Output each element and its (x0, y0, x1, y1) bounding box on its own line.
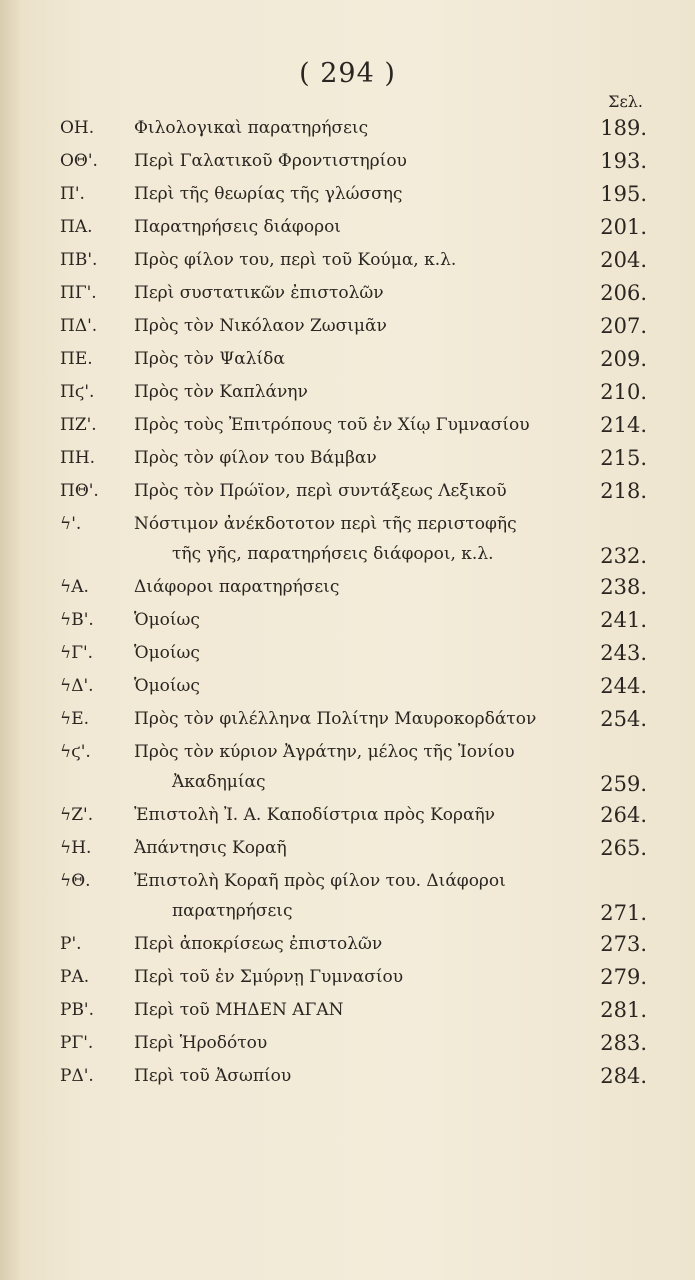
toc-entry (0, 928, 695, 961)
toc-entry (0, 994, 695, 1027)
toc-entry (0, 409, 695, 442)
entry-title-line: Περὶ τῆς θεωρίας τῆς γλώσσης (134, 184, 403, 204)
entry-number: ΡΓ'. (60, 1033, 94, 1053)
entry-title (134, 250, 589, 270)
entry-page: 193. (600, 149, 647, 173)
entry-title-line: Περὶ συστατικῶν ἐπιστολῶν (134, 283, 384, 303)
entry-page: 279. (600, 965, 647, 989)
entry-title-continuation: τῆς γῆς, παρατηρήσεις διάφοροι, κ.λ. (172, 544, 494, 564)
entry-page: 265. (600, 836, 647, 860)
entry-page: 218. (600, 479, 647, 503)
entry-title-line: Ὁμοίως (134, 643, 200, 663)
entry-title-line: Φιλολογικαὶ παρατηρήσεις (134, 118, 369, 138)
entry-page: 264. (600, 803, 647, 827)
entry-page: 189. (600, 116, 647, 140)
toc-entry (0, 508, 695, 571)
entry-title (134, 481, 589, 501)
entry-title-line: Πρὸς τὸν Νικόλαον Ζωσιμᾶν (134, 316, 387, 336)
entry-page: 215. (600, 446, 647, 470)
entry-title (134, 514, 589, 564)
entry-title (134, 676, 589, 696)
entry-title-line: Περὶ τοῦ Ἀσωπίου (134, 1066, 292, 1086)
entry-page: 209. (600, 347, 647, 371)
entry-title (134, 838, 589, 858)
entry-title-line: Ὁμοίως (134, 676, 200, 696)
entry-number: Ρ'. (60, 934, 82, 954)
entry-title-line: Πρὸς φίλον του, περὶ τοῦ Κούμα, κ.λ. (134, 250, 457, 270)
entry-title (134, 709, 589, 729)
entry-title (134, 448, 589, 468)
entry-number: ΠΕ. (60, 349, 93, 369)
toc-entry (0, 1060, 695, 1093)
entry-number: Πϛ'. (60, 382, 95, 402)
entry-number: ϟΓ'. (60, 643, 94, 663)
entry-title (134, 118, 589, 138)
toc-entry (0, 442, 695, 475)
entry-number: ΟΗ. (60, 118, 95, 138)
entry-number: Π'. (60, 184, 85, 204)
entry-title (134, 217, 589, 237)
entry-title-continuation: Ἀκαδημίας (172, 772, 266, 792)
toc-entry (0, 1027, 695, 1060)
entry-title-continuation: παρατηρήσεις (172, 901, 293, 921)
toc-entry (0, 376, 695, 409)
toc-entry (0, 112, 695, 145)
entry-number: ΡΒ'. (60, 1000, 95, 1020)
entry-page: 204. (600, 248, 647, 272)
entry-number: ΠΒ'. (60, 250, 98, 270)
entry-page: 232. (600, 544, 647, 568)
entry-title-line: Παρατηρήσεις διάφοροι (134, 217, 341, 237)
entry-page: 241. (600, 608, 647, 632)
toc-entry (0, 637, 695, 670)
entry-page: 195. (600, 182, 647, 206)
toc-entry (0, 244, 695, 277)
entry-title (134, 1033, 589, 1053)
entry-page: 201. (600, 215, 647, 239)
toc-entry (0, 277, 695, 310)
entry-title-line: Ἐπιστολὴ Ἰ. Α. Καποδίστρια πρὸς Κοραῆν (134, 805, 495, 825)
toc-entry (0, 475, 695, 508)
entry-title (134, 577, 589, 597)
entry-title-line: Διάφοροι παρατηρήσεις (134, 577, 340, 597)
entry-number: ΡΑ. (60, 967, 90, 987)
entry-number: ΠΘ'. (60, 481, 99, 501)
entry-title-line: Πρὸς τὸν κύριον Ἀγράτην, μέλος τῆς Ἰονίου (134, 742, 515, 762)
toc-entry (0, 703, 695, 736)
entry-title (134, 643, 589, 663)
entry-page: 281. (600, 998, 647, 1022)
toc-entry (0, 178, 695, 211)
entry-number: ϟ'. (60, 514, 82, 534)
entry-title (134, 349, 589, 369)
entry-title-line: Πρὸς τὸν φίλον του Βάμβαν (134, 448, 377, 468)
entry-number: ΠΑ. (60, 217, 93, 237)
toc-entry (0, 670, 695, 703)
entry-number: ϟΖ'. (60, 805, 94, 825)
toc-entry (0, 865, 695, 928)
toc-entry (0, 310, 695, 343)
entry-title-line: Πρὸς τὸν Πρώϊον, περὶ συντάξεως Λεξικοῦ (134, 481, 507, 501)
entry-number: ΠΖ'. (60, 415, 97, 435)
page-number: ( 294 ) (299, 58, 396, 89)
entry-page: 243. (600, 641, 647, 665)
entry-title (134, 316, 589, 336)
entry-page: 284. (600, 1064, 647, 1088)
entry-title-line: Περὶ Ἡροδότου (134, 1033, 268, 1053)
entry-title-line: Πρὸς τὸν φιλέλληνα Πολίτην Μαυροκορδάτον (134, 709, 537, 729)
entry-title-line: Περὶ τοῦ ἐν Σμύρνῃ Γυμνασίου (134, 967, 404, 987)
entry-title (134, 805, 589, 825)
entry-title-line: Πρὸς τὸν Ψαλίδα (134, 349, 285, 369)
entry-number: ΟΘ'. (60, 151, 98, 171)
toc-entry (0, 211, 695, 244)
entry-title (134, 1000, 589, 1020)
entry-number: ϟΔ'. (60, 676, 94, 696)
entry-title (134, 742, 589, 792)
entry-page: 206. (600, 281, 647, 305)
entry-title (134, 934, 589, 954)
entry-title-line: Ἐπιστολὴ Κοραῆ πρὸς φίλον του. Διάφοροι (134, 871, 506, 891)
entry-title-line: Πρὸς τὸν Καπλάνην (134, 382, 308, 402)
entry-number: ϟΘ. (60, 871, 91, 891)
entry-page: 273. (600, 932, 647, 956)
entry-number: ϟΑ. (60, 577, 89, 597)
entry-number: ϟϛ'. (60, 742, 91, 762)
entry-number: ϟΒ'. (60, 610, 94, 630)
entry-title (134, 283, 589, 303)
entry-title-line: Περὶ ἀποκρίσεως ἐπιστολῶν (134, 934, 383, 954)
toc-entry (0, 961, 695, 994)
entry-page: 207. (600, 314, 647, 338)
entry-title (134, 151, 589, 171)
entry-page: 244. (600, 674, 647, 698)
toc-entry (0, 343, 695, 376)
entry-title-line: Περὶ Γαλατικοῦ Φροντιστηρίου (134, 151, 407, 171)
toc-entry (0, 571, 695, 604)
entry-number: ΠΔ'. (60, 316, 98, 336)
toc-entry (0, 736, 695, 799)
entry-page: 210. (600, 380, 647, 404)
toc-entry (0, 832, 695, 865)
toc-entry (0, 145, 695, 178)
entry-title (134, 967, 589, 987)
entry-page: 214. (600, 413, 647, 437)
entry-title (134, 871, 589, 921)
entry-title (134, 610, 589, 630)
entry-number: ϟΕ. (60, 709, 90, 729)
entry-title-line: Πρὸς τοὺς Ἐπιτρόπους τοῦ ἐν Χίῳ Γυμνασίου (134, 415, 530, 435)
page-column-heading: Σελ. (608, 92, 643, 111)
entry-title (134, 382, 589, 402)
entry-title (134, 1066, 589, 1086)
entry-number: ΡΔ'. (60, 1066, 94, 1086)
entry-number: ϟΗ. (60, 838, 92, 858)
entry-page: 283. (600, 1031, 647, 1055)
entry-title-line: Ἀπάντησις Κοραῆ (134, 838, 287, 858)
toc-entry (0, 604, 695, 637)
toc-entry (0, 799, 695, 832)
entry-number: ΠΓ'. (60, 283, 97, 303)
entry-title-line: Περὶ τοῦ ΜΗΔΕΝ ΑΓΑΝ (134, 1000, 344, 1020)
entry-title-line: Ὁμοίως (134, 610, 200, 630)
table-of-contents (0, 112, 695, 1093)
entry-page: 254. (600, 707, 647, 731)
entry-title (134, 184, 589, 204)
entry-number: ΠΗ. (60, 448, 96, 468)
entry-page: 271. (600, 901, 647, 925)
entry-page: 259. (600, 772, 647, 796)
entry-page: 238. (600, 575, 647, 599)
entry-title-line: Νόστιμον ἀνέκδοτοτον περὶ τῆς περιστοφῆς (134, 514, 517, 534)
entry-title (134, 415, 589, 435)
